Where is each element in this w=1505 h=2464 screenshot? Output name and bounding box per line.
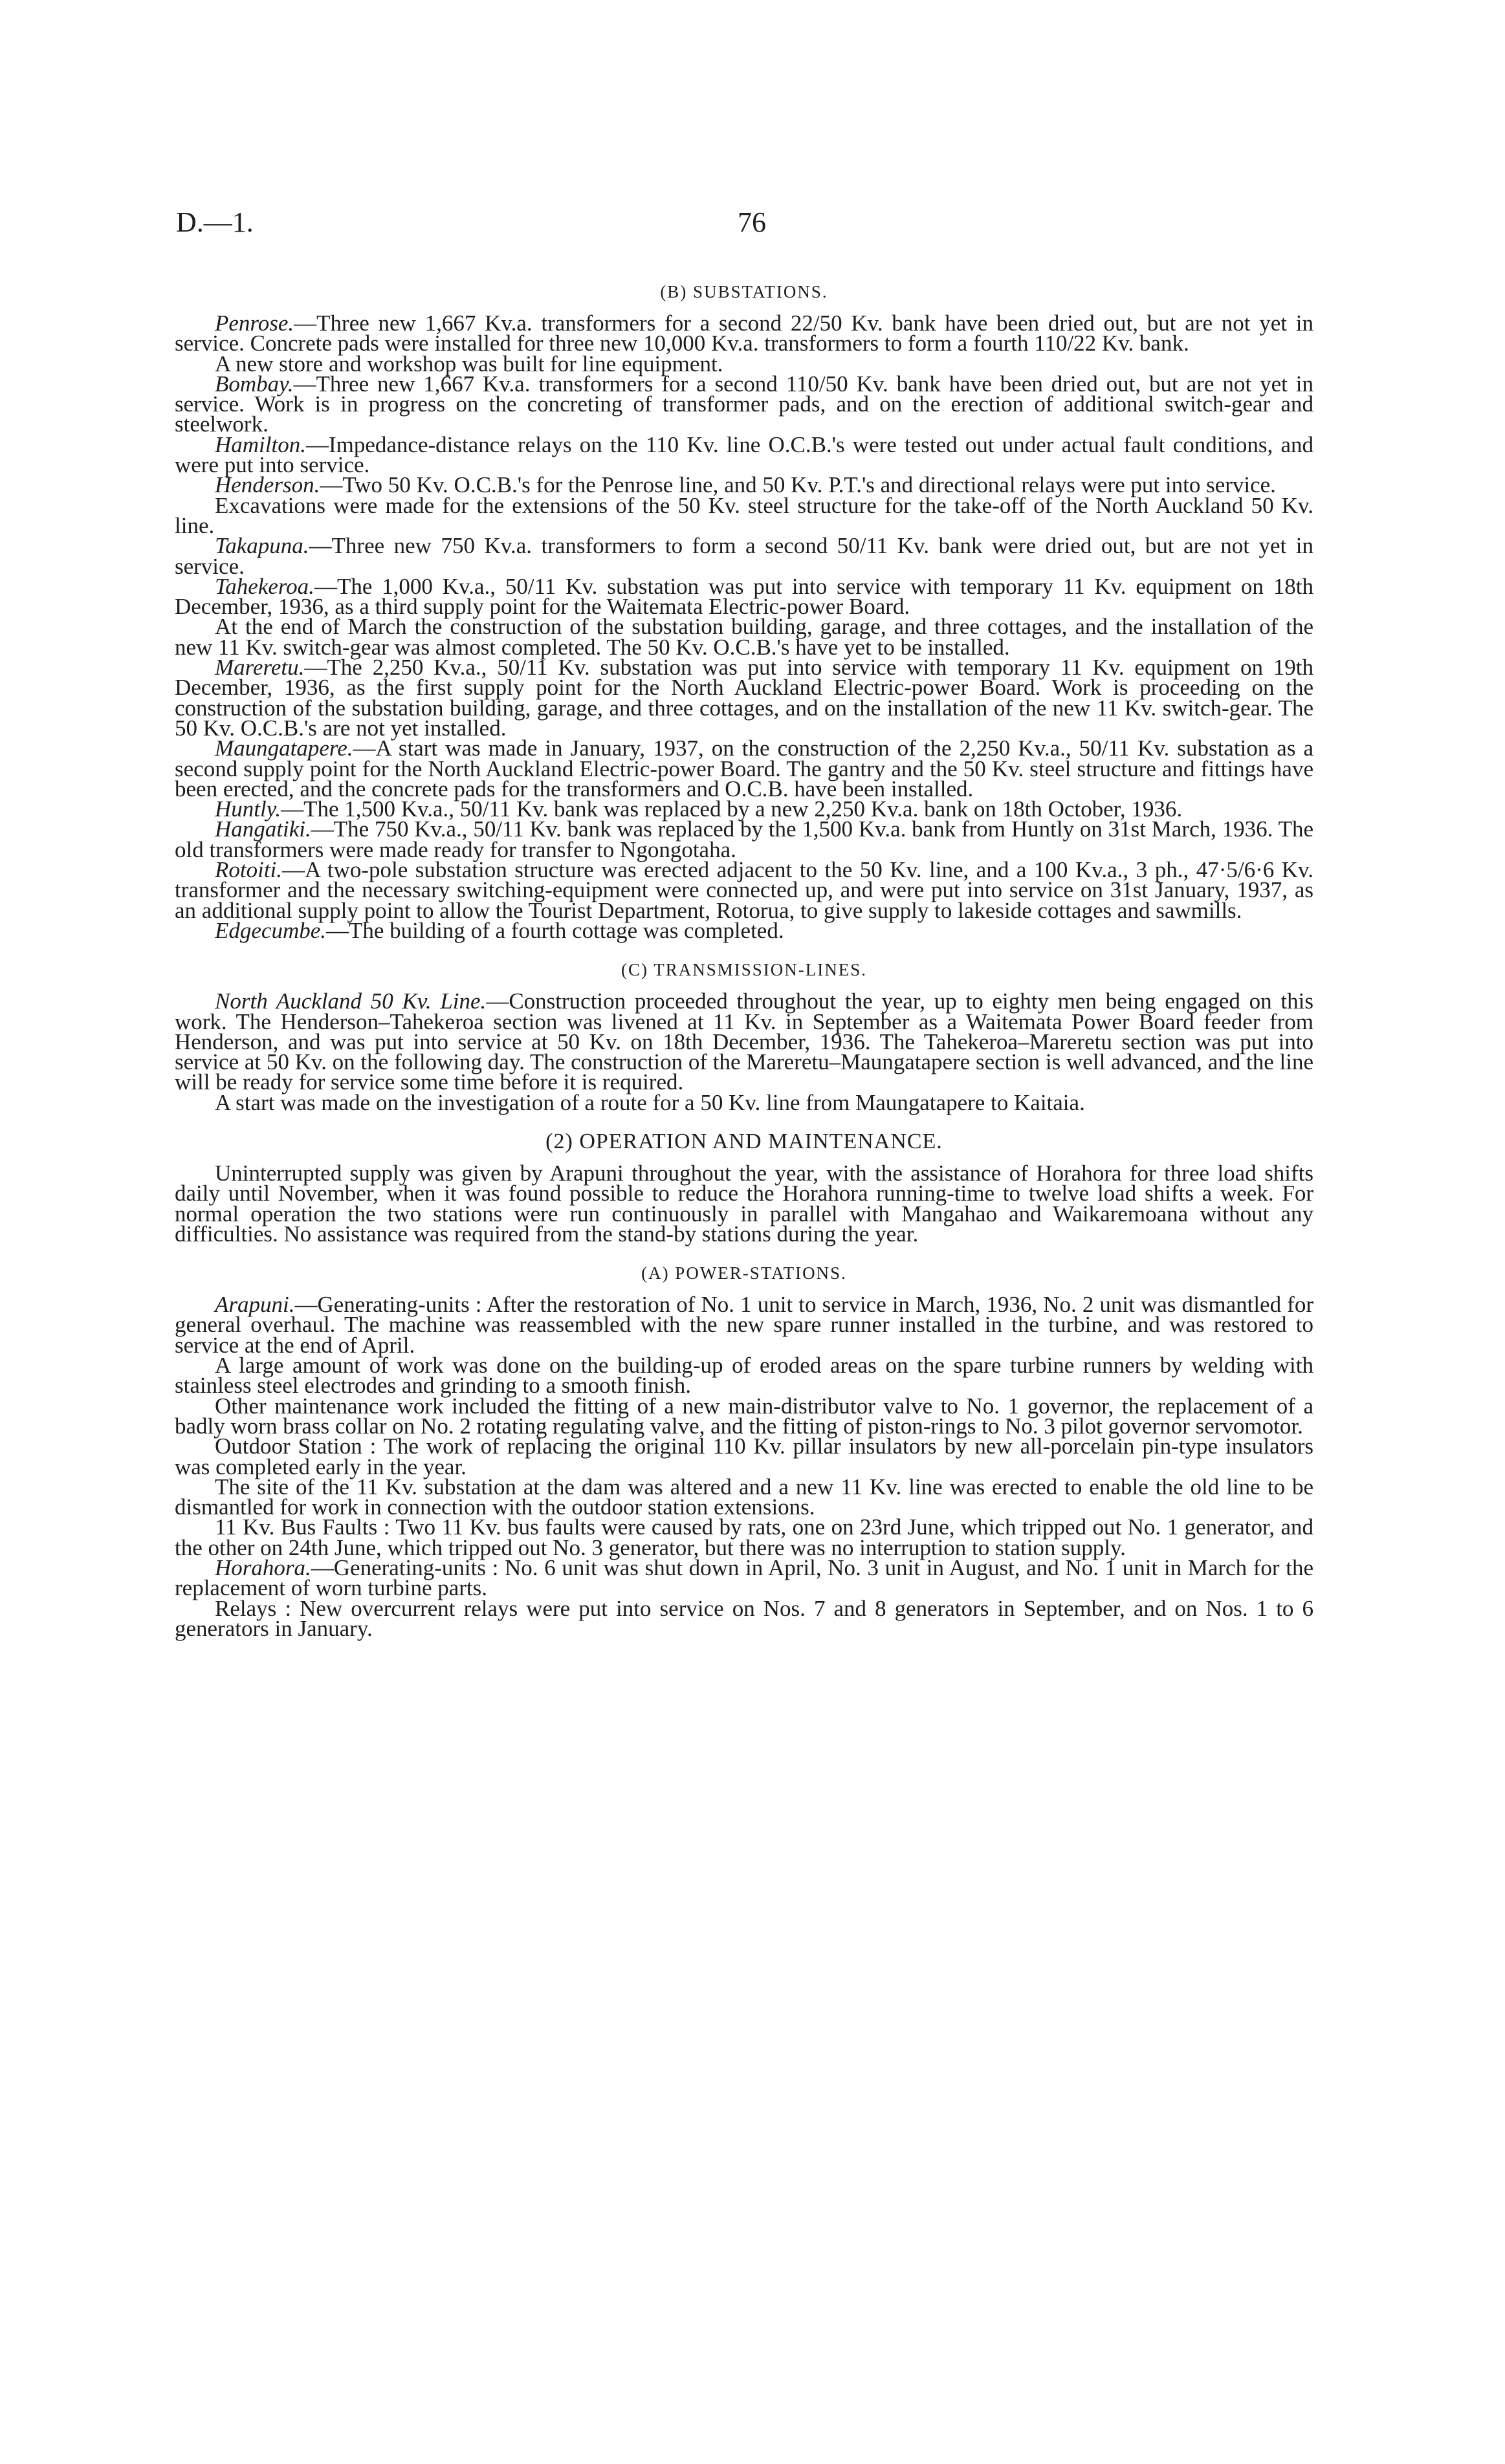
paragraph-lead: Hamilton.	[215, 431, 306, 457]
paragraph-text: Relays : New overcurrent relays were put into service on Nos. 7 and 8 generators in September, and on Nos. 1 to 6 generators in January.	[175, 1595, 1313, 1641]
paragraph-text: Outdoor Station : The work of replacing the original 110 Kv. pillar insulators by new all-porcelain pin-type insulators was completed early in the year.	[175, 1434, 1313, 1479]
section-heading-transmission-lines: (C) TRANSMISSION-LINES.	[621, 960, 868, 980]
paragraph	[175, 738, 1313, 799]
paragraph-text: —A two-pole substation structure was erected adjacent to the 50 Kv. line, and a 100 Kv.a., 3 ph., 47·5/6·6 Kv. transformer and the necessary switching-equipment were connected up, and were put into service on 31st January, 1937, as an additional supply point to allow the Tourist Department, Rotorua, to give supply to lakeside cottages and sawmills.	[175, 857, 1313, 923]
paragraph-text: At the end of March the construction of the substation building, garage, and three cottages, and the installation of the new 11 Kv. switch-gear was almost completed. The 50 Kv. O.C.B.'s have yet to be installed.	[175, 614, 1313, 660]
paragraph-lead: Maungatapere.	[215, 736, 353, 761]
spacer	[175, 1244, 1313, 1261]
paragraph	[175, 1353, 1313, 1399]
paragraph	[175, 431, 1313, 478]
paragraph	[175, 573, 1313, 620]
section-heading-substations: (B) SUBSTATIONS.	[660, 282, 828, 301]
paragraph-text: —The 1,500 Kv.a., 50/11 Kv. bank was replaced by a new 2,250 Kv.a. bank on 18th October, 1936.	[281, 796, 1183, 822]
paragraph-text: —The building of a fourth cottage was completed.	[326, 917, 784, 943]
paragraph	[175, 533, 1313, 579]
paragraph	[175, 1393, 1313, 1439]
paragraph-lead: Penrose.	[215, 311, 294, 336]
paragraph	[175, 816, 1313, 862]
paragraph-lead: Edgecumbe.	[215, 917, 327, 943]
paragraph	[175, 857, 1313, 923]
paragraph-lead: Takapuna.	[215, 533, 309, 559]
paragraph-text: —Two 50 Kv. O.C.B.'s for the Penrose line, and 50 Kv. P.T.'s and directional relays were put into service.	[320, 472, 1276, 498]
paragraph-text: —A start was made in January, 1937, on the construction of the 2,250 Kv.a., 50/11 Kv. substation as a second supply point for the North Auckland Electric-power Board. The gantry and the 50 Kv. steel structure and fittings have been erected, and the concrete pads for the transformers and O.C.B. have been installed.	[175, 736, 1313, 801]
document-body	[175, 279, 1313, 1639]
paragraph	[175, 988, 1313, 1095]
paragraph-lead: Horahora.	[215, 1555, 311, 1581]
spacer	[175, 941, 1313, 957]
paragraph-lead: North Auckland 50 Kv. Line.	[215, 988, 487, 1014]
paragraph	[175, 1595, 1313, 1641]
paragraph-text: 11 Kv. Bus Faults : Two 11 Kv. bus faults were caused by rats, one on 23rd June, which tripped out No. 1 generator, and the other on 24th June, which tripped out No. 3 generator, but there was no interruption to station supply.	[175, 1514, 1313, 1560]
paragraph-text: —Impedance-distance relays on the 110 Kv. line O.C.B.'s were tested out under actual fault conditions, and were put into service.	[175, 431, 1313, 478]
paragraph-lead: Huntly.	[215, 796, 281, 822]
paragraph	[175, 1474, 1313, 1520]
paragraph-text: —Three new 750 Kv.a. transformers to form a second 50/11 Kv. bank were dried out, but are not yet in service.	[175, 533, 1313, 579]
paragraph-text: —Three new 1,667 Kv.a. transformers for a second 110/50 Kv. bank have been dried out, but are not yet in service. Work is in progress on the concreting of transformer pads, and on the erection of additional switch-gear and steelwork.	[175, 371, 1313, 437]
paragraph-text: —The 2,250 Kv.a., 50/11 Kv. substation was put into service with temporary 11 Kv. equipment on 19th December, 1936, as the first supply point for the North Auckland Electric-power Board. Work is proceeding on the construction of the substation building, garage, and three cottages, and on the installation of the new 11 Kv. switch-gear. The 50 Kv. O.C.B.'s are not yet installed.	[175, 655, 1313, 741]
paragraph-lead: Arapuni.	[215, 1292, 295, 1318]
paragraph-lead: Henderson.	[215, 472, 320, 498]
document-reference: D.—1.	[176, 206, 254, 238]
paragraph-lead: Hangatiki.	[215, 816, 311, 842]
paragraph-lead: Mareretu.	[215, 655, 305, 681]
paragraph	[175, 492, 1313, 538]
paragraph-text: The site of the 11 Kv. substation at the dam was altered and a new 11 Kv. line was erected to enable the old line to be dismantled for work in connection with the outdoor station extensions.	[175, 1474, 1313, 1520]
paragraph-text: Uninterrupted supply was given by Arapuni throughout the year, with the assistance of Horahora for three load shifts daily until November, when it was found possible to reduce the Horahora running-time to twelve load shifts a week. For normal operation the two stations were run continuously in parallel with Mangahao and Waikaremoana without any difficulties. No assistance was required from the stand-by stations during the year.	[175, 1160, 1313, 1247]
paragraph-text: —Generating-units : No. 6 unit was shut down in April, No. 3 unit in August, and No. 1 unit in March for the replacement of worn turbine parts.	[175, 1555, 1313, 1601]
paragraph-text: A large amount of work was done on the building-up of eroded areas on the spare turbine runners by welding with stainless steel electrodes and grinding to a smooth finish.	[175, 1353, 1313, 1399]
paragraph	[175, 1160, 1313, 1247]
paragraph-text: —Generating-units : After the restoration of No. 1 unit to service in March, 1936, No. 2 unit was dismantled for general overhaul. The machine was reassembled with the new spare runner installed in the turbine, and was restored to service at the end of April.	[175, 1292, 1313, 1358]
paragraph	[175, 1089, 1313, 1115]
paragraph	[175, 614, 1313, 660]
paragraph-lead: Bombay.	[215, 371, 294, 397]
section-heading-operation-maintenance: (2) OPERATION AND MAINTENANCE.	[545, 1129, 943, 1153]
paragraph	[175, 917, 1313, 943]
paragraph	[175, 371, 1313, 437]
spacer	[175, 1113, 1313, 1129]
paragraph-text: —The 1,000 Kv.a., 50/11 Kv. substation was put into service with temporary 11 Kv. equipment on 18th December, 1936, as a third supply point for the Waitemata Electric-power Board.	[175, 573, 1313, 620]
section-heading-power-stations: (A) POWER-STATIONS.	[641, 1263, 847, 1283]
paragraph-text: A new store and workshop was built for line equipment.	[215, 351, 723, 376]
paragraph	[175, 1436, 1313, 1477]
paragraph-text: —The 750 Kv.a., 50/11 Kv. bank was replaced by the 1,500 Kv.a. bank from Huntly on 31st March, 1936. The old transformers were made ready for transfer to Ngongotaha.	[175, 816, 1313, 862]
page-number: 76	[738, 206, 766, 238]
paragraph-lead: Tahekeroa.	[215, 573, 314, 599]
paragraph	[175, 1514, 1313, 1560]
paragraph	[175, 1555, 1313, 1601]
paragraph	[175, 313, 1313, 354]
paragraph-lead: Rotoiti.	[215, 857, 283, 883]
paragraph-text: A start was made on the investigation of a route for a 50 Kv. line from Maungatapere to Kaitaia.	[215, 1089, 1085, 1115]
paragraph-text: Other maintenance work included the fitting of a new main-distributor valve to No. 1 governor, the replacement of a badly worn brass collar on No. 2 rotating regulating valve, and the fitting of piston-rings to No. 3 pilot governor servomotor.	[175, 1393, 1313, 1439]
paragraph	[175, 655, 1313, 741]
paragraph-text: —Three new 1,667 Kv.a. transformers for a second 22/50 Kv. bank have been dried out, but are not yet in service. Concrete pads were installed for three new 10,000 Kv.a. transformers to form a fourth 110/22 Kv. bank.	[175, 311, 1313, 356]
paragraph	[175, 1292, 1313, 1358]
paragraph-text: —Construction proceeded throughout the year, up to eighty men being engaged on this work. The Henderson–Tahekeroa section was livened at 11 Kv. in September as a Waitemata Power Board feeder from Henderson, and was put into service at 50 Kv. on 18th December, 1936. The Tahekeroa–Mareretu section was put into service at 50 Kv. on the following day. The construction of the Mareretu–Maungatapere section is well advanced, and the line will be ready for service some time before it is required.	[175, 988, 1313, 1095]
paragraph-text: Excavations were made for the extensions of the 50 Kv. steel structure for the take-off of the North Auckland 50 Kv. line.	[175, 492, 1313, 538]
